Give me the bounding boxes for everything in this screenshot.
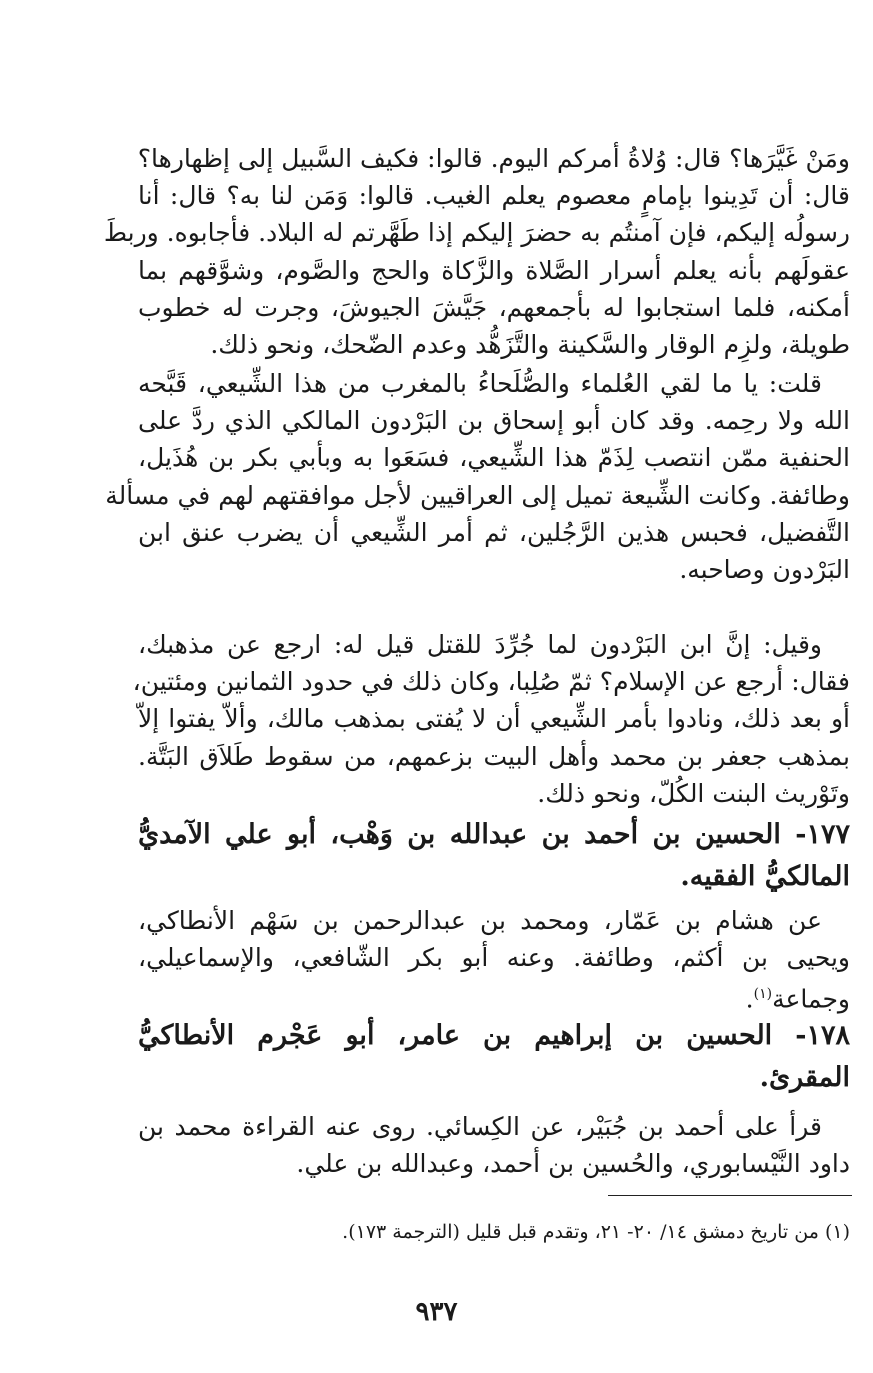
text-line: البَرْدون وصاحبه. — [679, 554, 850, 584]
text-line: قلت: يا ما لقي العُلماء والصُّلَحاءُ بالمغرب من هذا الشِّيعي، قَبَّحه — [138, 369, 822, 398]
text-fragment: وجماعة — [772, 984, 850, 1014]
text-line: عن هشام بن عَمّار، ومحمد بن عبدالرحمن بن سَهْم الأنطاكي، — [138, 906, 822, 935]
text-line: رسولُه إليكم، فإن آمنتُم به حضرَ إليكم إذا طَهَّرتم له البلاد. فأجابوه. وربطَ — [103, 218, 850, 248]
footnote-marker: (١) — [753, 986, 773, 1003]
text-line: الحنفية ممّن انتصب لِذَمّ هذا الشِّيعي، فسَعَوا به وبأبي بكر بن هُذَيل، — [138, 443, 850, 473]
text-line: التَّفضيل، فحبس هذين الرَّجُلين، ثم أمر الشِّيعي أن يضرب عنق ابن — [138, 517, 850, 547]
footnote: (١) من تاريخ دمشق ١٤/ ٢٠- ٢١، وتقدم قبل قليل (الترجمة ١٧٣). — [342, 1221, 850, 1243]
text-line: قال: أن تَدِينوا بإمامٍ معصوم يعلم الغيب. قالوا: وَمَن لنا به؟ قال: أنا — [138, 181, 850, 211]
text-line: ويحيى بن أكثم، وطائفة. وعنه أبو بكر الشّافعي، والإسماعيلي، — [138, 943, 850, 973]
text-line: طويلة، ولزِم الوقار والسَّكينة والتَّزَهُّد وعدم الضّحك، ونحو ذلك. — [210, 329, 850, 359]
text-fragment: . — [745, 984, 754, 1014]
heading-line: المقرئ. — [759, 1062, 850, 1093]
text-line: قرأ على أحمد بن جُبَيْر، عن الكِسائي. روى عنه القراءة محمد بن — [138, 1112, 822, 1141]
heading-line: ١٧٧- الحسين بن أحمد بن عبدالله بن وَهْب، أبو علي الآمديُّ — [138, 819, 850, 850]
paragraph-2 — [105, 365, 850, 588]
entry-177-heading — [138, 816, 850, 900]
paragraph-1 — [103, 140, 850, 363]
entry-178-body — [138, 1108, 850, 1182]
text-line: ومَنْ غَيَّرَها؟ قال: وُلاةُ أمركم اليوم. قالوا: فكيف السَّبيل إلى إظهارها؟ — [137, 144, 850, 173]
text-line: الله ولا رحِمه. وقد كان أبو إسحاق بن البَرْدون المالكي الذي ردَّ على — [138, 406, 850, 436]
page-number: ٩٣٧ — [415, 1297, 458, 1327]
text-line: فقال: أرجع عن الإسلام؟ ثمّ صُلِبا، وكان ذلك في حدود الثمانين ومئتين، — [132, 667, 850, 697]
text-line — [138, 976, 850, 1013]
footnote-separator — [608, 1195, 852, 1196]
text-line: عقولَهم بأنه يعلم أسرار الصَّلاة والزَّكاة والحج والصَّوم، وشوَّقهم بما — [138, 255, 850, 285]
paragraph-3 — [132, 626, 850, 812]
text-line: وتَوْريث البنت الكُلّ، ونحو ذلك. — [537, 778, 850, 808]
text-line: وقيل: إنَّ ابن البَرْدون لما جُرِّدَ للقتل قيل له: ارجع عن مذهبك، — [138, 630, 822, 659]
text-line: أمكنه، فلما استجابوا له بأجمعهم، جَيَّشَ الجيوشَ، وجرت له خطوب — [138, 292, 850, 322]
entry-177-body — [138, 902, 850, 1014]
text-line: أو بعد ذلك، ونادوا بأمر الشِّيعي أن لا يُفتى بمذهب مالك، وألاّ يفتوا إلاّ — [138, 704, 850, 734]
entry-178-heading — [138, 1017, 850, 1101]
heading-line: المالكيُّ الفقيه. — [680, 861, 850, 892]
text-line: داود النَّيْسابوري، والحُسين بن أحمد، وعبدالله بن علي. — [296, 1149, 850, 1179]
text-line: بمذهب جعفر بن محمد وأهل البيت بزعمهم، من سقوط طَلاَق البَتَّة. — [138, 741, 850, 771]
text-line: وطائفة. وكانت الشِّيعة تميل إلى العراقيين لأجل موافقتهم لهم في مسألة — [105, 480, 850, 510]
heading-line: ١٧٨- الحسين بن إبراهيم بن عامر، أبو عَجْرم الأنطاكيُّ — [138, 1020, 850, 1051]
